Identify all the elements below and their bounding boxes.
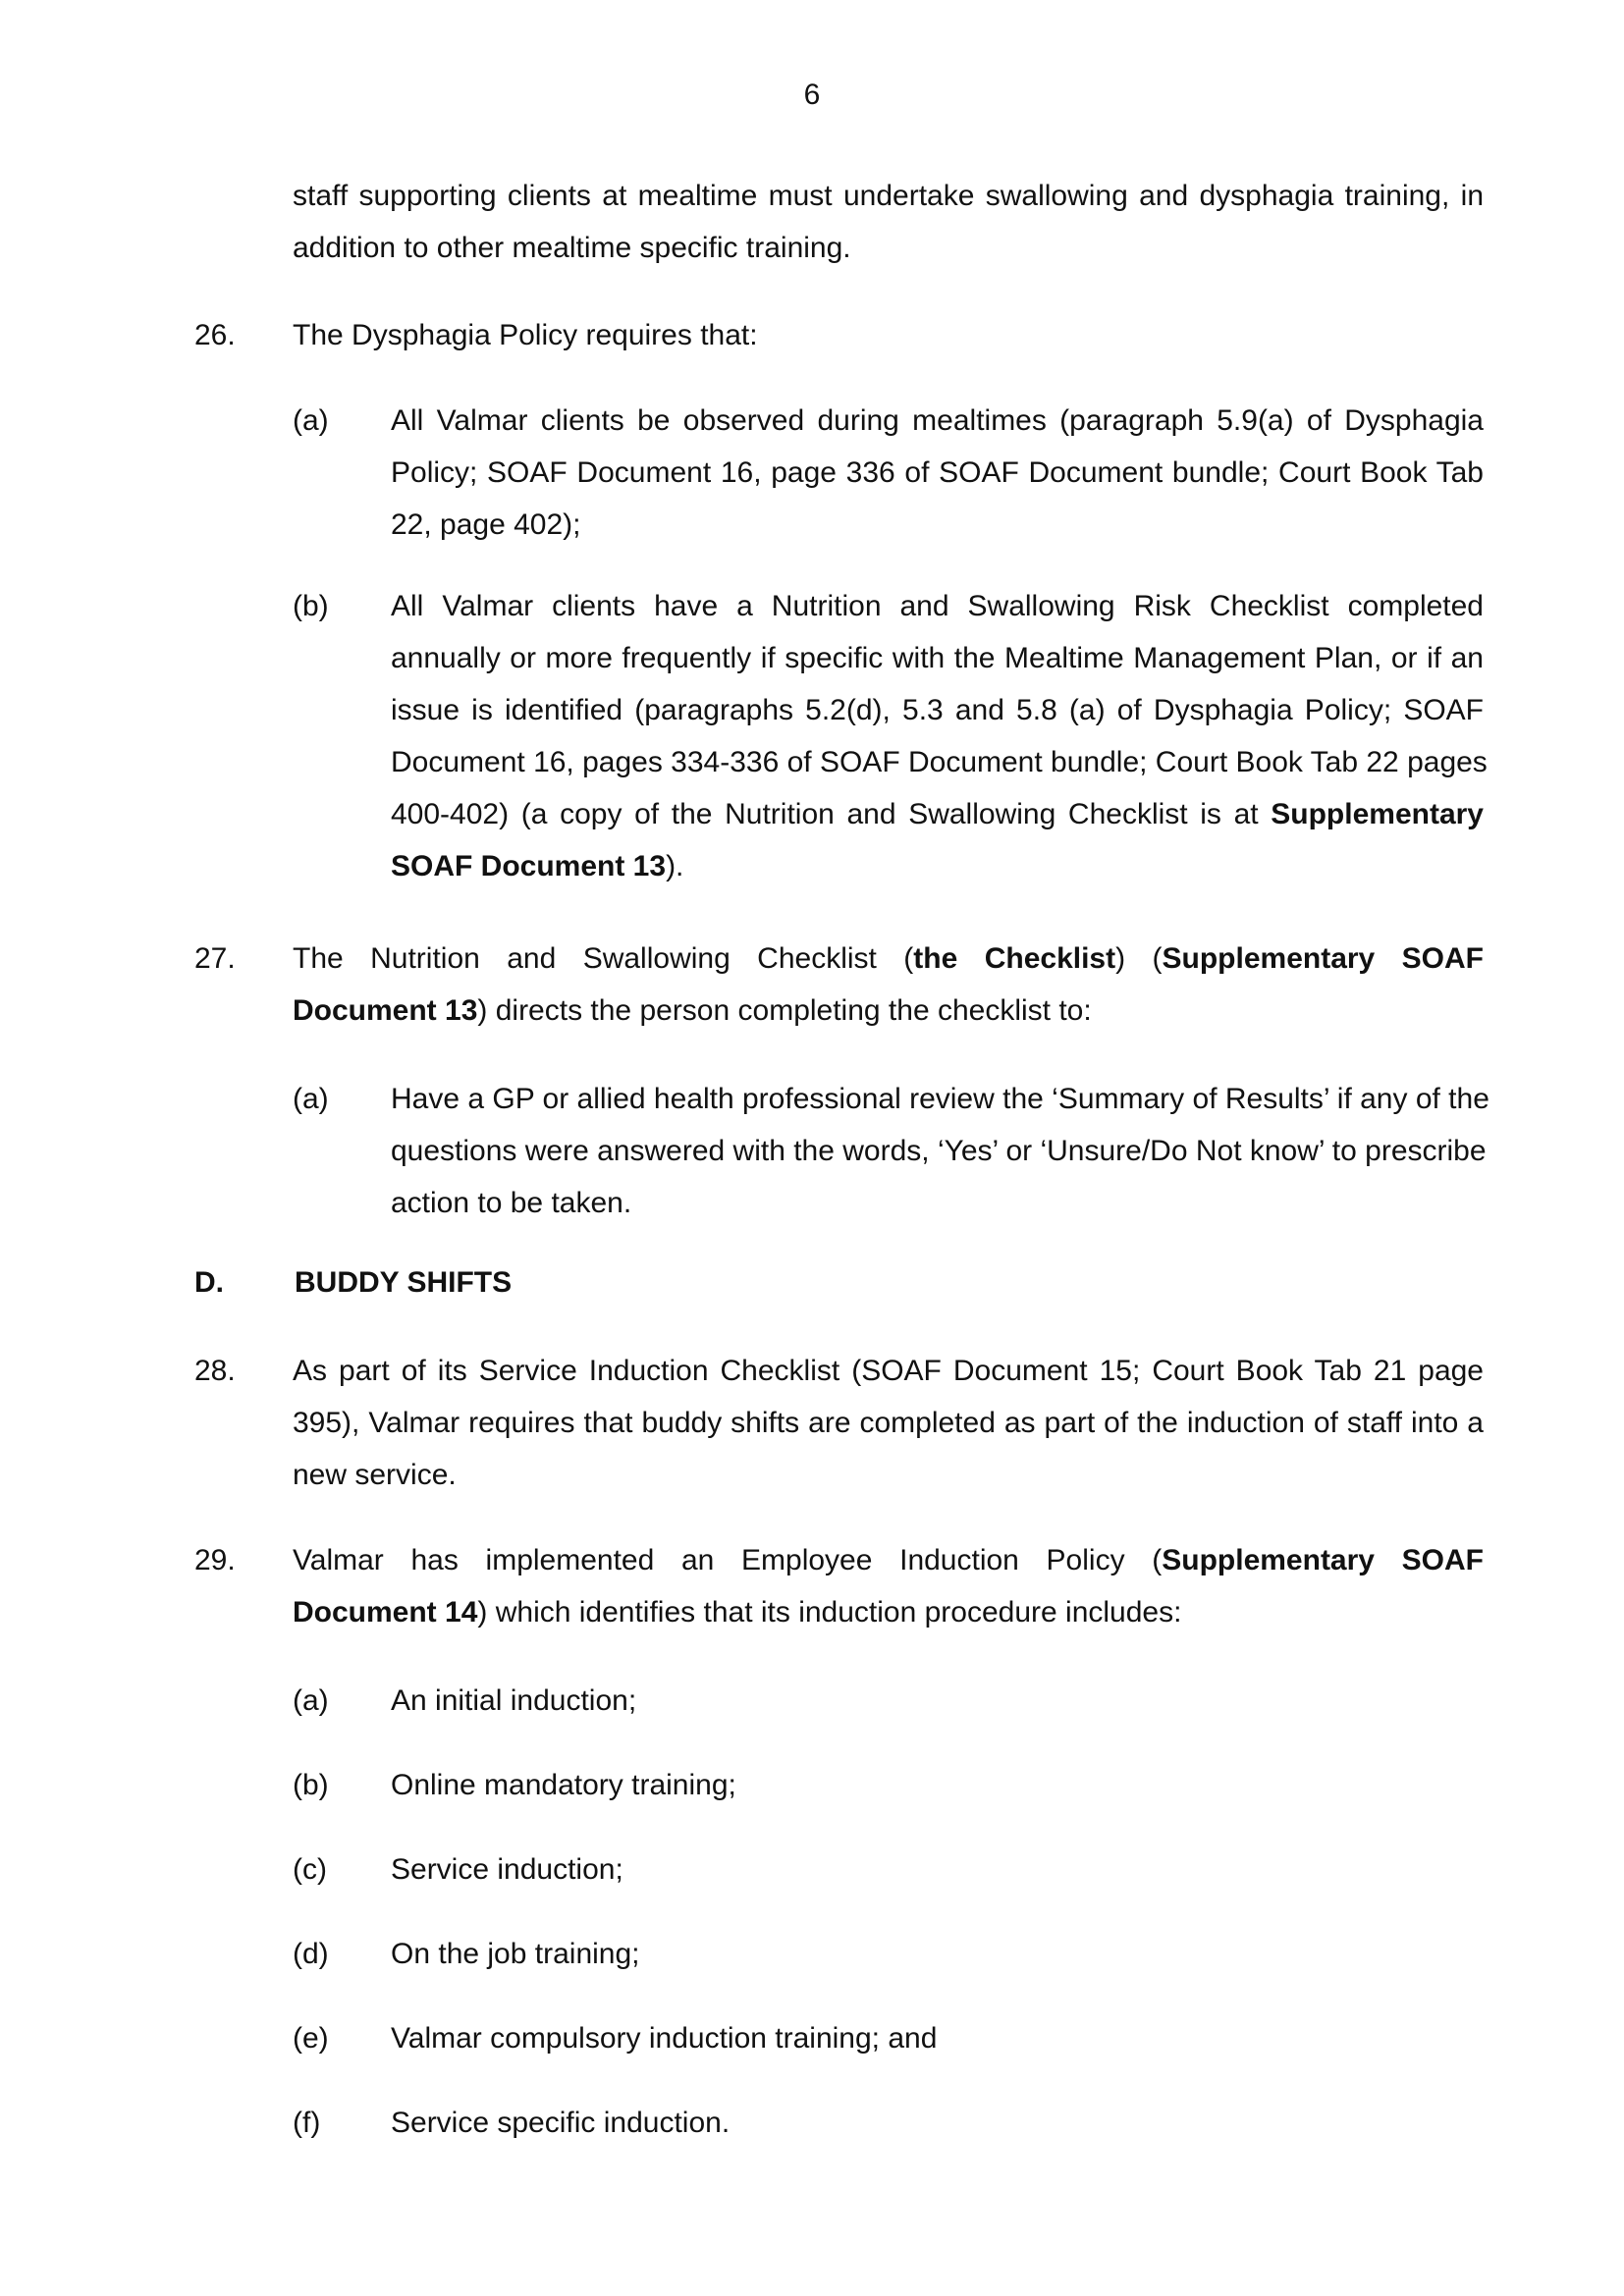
p27-l1-a: The Nutrition and Swallowing Checklist ( (293, 942, 914, 975)
list-item-label: (c) (293, 1853, 327, 1886)
list-item: An initial induction; (391, 1684, 637, 1717)
paragraph-26b-line-4: Document 16, pages 334-336 of SOAF Document bundle; Court Book Tab 22 pages (391, 746, 1488, 778)
paragraph-28-number: 28. (194, 1355, 236, 1387)
paragraph-26b-line-2: annually or more frequently if specific with the Mealtime Management Plan, or if an (391, 642, 1484, 674)
paragraph-26b-line-1: All Valmar clients have a Nutrition and Swallowing Risk Checklist completed (391, 590, 1484, 622)
paragraph-26b-tail: ). (666, 850, 684, 882)
list-item: On the job training; (391, 1938, 640, 1970)
paragraph-26-number: 26. (194, 319, 236, 351)
p29-bold-ref-2: Document 14 (293, 1596, 478, 1629)
section-d-title: BUDDY SHIFTS (295, 1266, 513, 1299)
paragraph-28-line-1: As part of its Service Induction Checklist (SOAF Document 15; Court Book Tab 21 page (293, 1355, 1484, 1387)
paragraph-27a-line-1: Have a GP or allied health professional review the ‘Summary of Results’ if any of the (391, 1083, 1489, 1115)
paragraph-27-number: 27. (194, 942, 236, 975)
paragraph-27a-line-2: questions were answered with the words, ‘Yes’ or ‘Unsure/Do Not know’ to prescribe (391, 1135, 1487, 1167)
p29-l2-b: ) which identifies that its induction procedure includes: (477, 1596, 1182, 1629)
page-number: 6 (803, 79, 821, 111)
paragraph-26b-line-6 (391, 840, 1484, 892)
paragraph-26a-label: (a) (293, 404, 329, 437)
paragraph-26b-line-5 (391, 788, 1484, 840)
paragraph-26b-label: (b) (293, 590, 329, 622)
paragraph-26b-line-3: issue is identified (paragraphs 5.2(d), 5.3 and 5.8 (a) of Dysphagia Policy; SOAF (391, 694, 1484, 726)
list-item-label: (d) (293, 1938, 329, 1970)
paragraph-26b-bold-ref-1: Supplementary (1271, 798, 1484, 830)
list-item-label: (a) (293, 1684, 329, 1717)
paragraph-26a-line-2: Policy; SOAF Document 16, page 336 of SOAF Document bundle; Court Book Tab (391, 456, 1484, 489)
intro-line-2: addition to other mealtime specific training. (293, 232, 851, 264)
paragraph-27-line-2 (293, 985, 1484, 1037)
list-item: Valmar compulsory induction training; and (391, 2022, 938, 2055)
paragraph-29-number: 29. (194, 1544, 236, 1576)
list-item: Service induction; (391, 1853, 623, 1886)
paragraph-28-line-2: 395), Valmar requires that buddy shifts are completed as part of the induction of staff into a (293, 1407, 1484, 1439)
p29-l1-a: Valmar has implemented an Employee Induction Policy ( (293, 1544, 1163, 1576)
paragraph-26b-line-5-text: 400-402) (a copy of the Nutrition and Swallowing Checklist is at (391, 798, 1272, 830)
p27-l1-c: ) ( (1115, 942, 1163, 975)
paragraph-26a-line-3: 22, page 402); (391, 508, 581, 541)
paragraph-27a-label: (a) (293, 1083, 329, 1115)
section-d-label: D. (194, 1266, 224, 1299)
list-item: Online mandatory training; (391, 1769, 736, 1801)
paragraph-26b-bold-ref-2: SOAF Document 13 (391, 850, 667, 882)
p29-bold-ref-1: Supplementary SOAF (1162, 1544, 1484, 1576)
list-item: Service specific induction. (391, 2107, 731, 2139)
paragraph-29-line-2 (293, 1586, 1484, 1638)
paragraph-27a-text (391, 1073, 1489, 1229)
p27-bold-ref-2: Document 13 (293, 994, 478, 1027)
p27-l2-b: ) directs the person completing the checklist to: (477, 994, 1092, 1027)
paragraph-27-line-1 (293, 933, 1484, 985)
paragraph-28-text (293, 1345, 1484, 1501)
paragraph-28-line-3: new service. (293, 1459, 457, 1491)
list-item-label: (f) (293, 2107, 321, 2139)
paragraph-29-line-1 (293, 1534, 1484, 1586)
p27-bold-ref-1: Supplementary SOAF (1162, 942, 1484, 975)
list-item-label: (e) (293, 2022, 329, 2055)
paragraph-26-text: The Dysphagia Policy requires that: (293, 319, 758, 351)
p27-defined-term: the Checklist (913, 942, 1116, 975)
paragraph-29-text (293, 1534, 1484, 1638)
list-item-label: (b) (293, 1769, 329, 1801)
intro-paragraph (293, 170, 1484, 274)
paragraph-27a-line-3: action to be taken. (391, 1187, 632, 1219)
paragraph-26a-line-1: All Valmar clients be observed during mealtimes (paragraph 5.9(a) of Dysphagia (391, 404, 1484, 437)
intro-line-1: staff supporting clients at mealtime must undertake swallowing and dysphagia training, in (293, 180, 1484, 212)
paragraph-27-text (293, 933, 1484, 1037)
paragraph-26a-text (391, 395, 1484, 551)
paragraph-26b-text (391, 580, 1488, 892)
